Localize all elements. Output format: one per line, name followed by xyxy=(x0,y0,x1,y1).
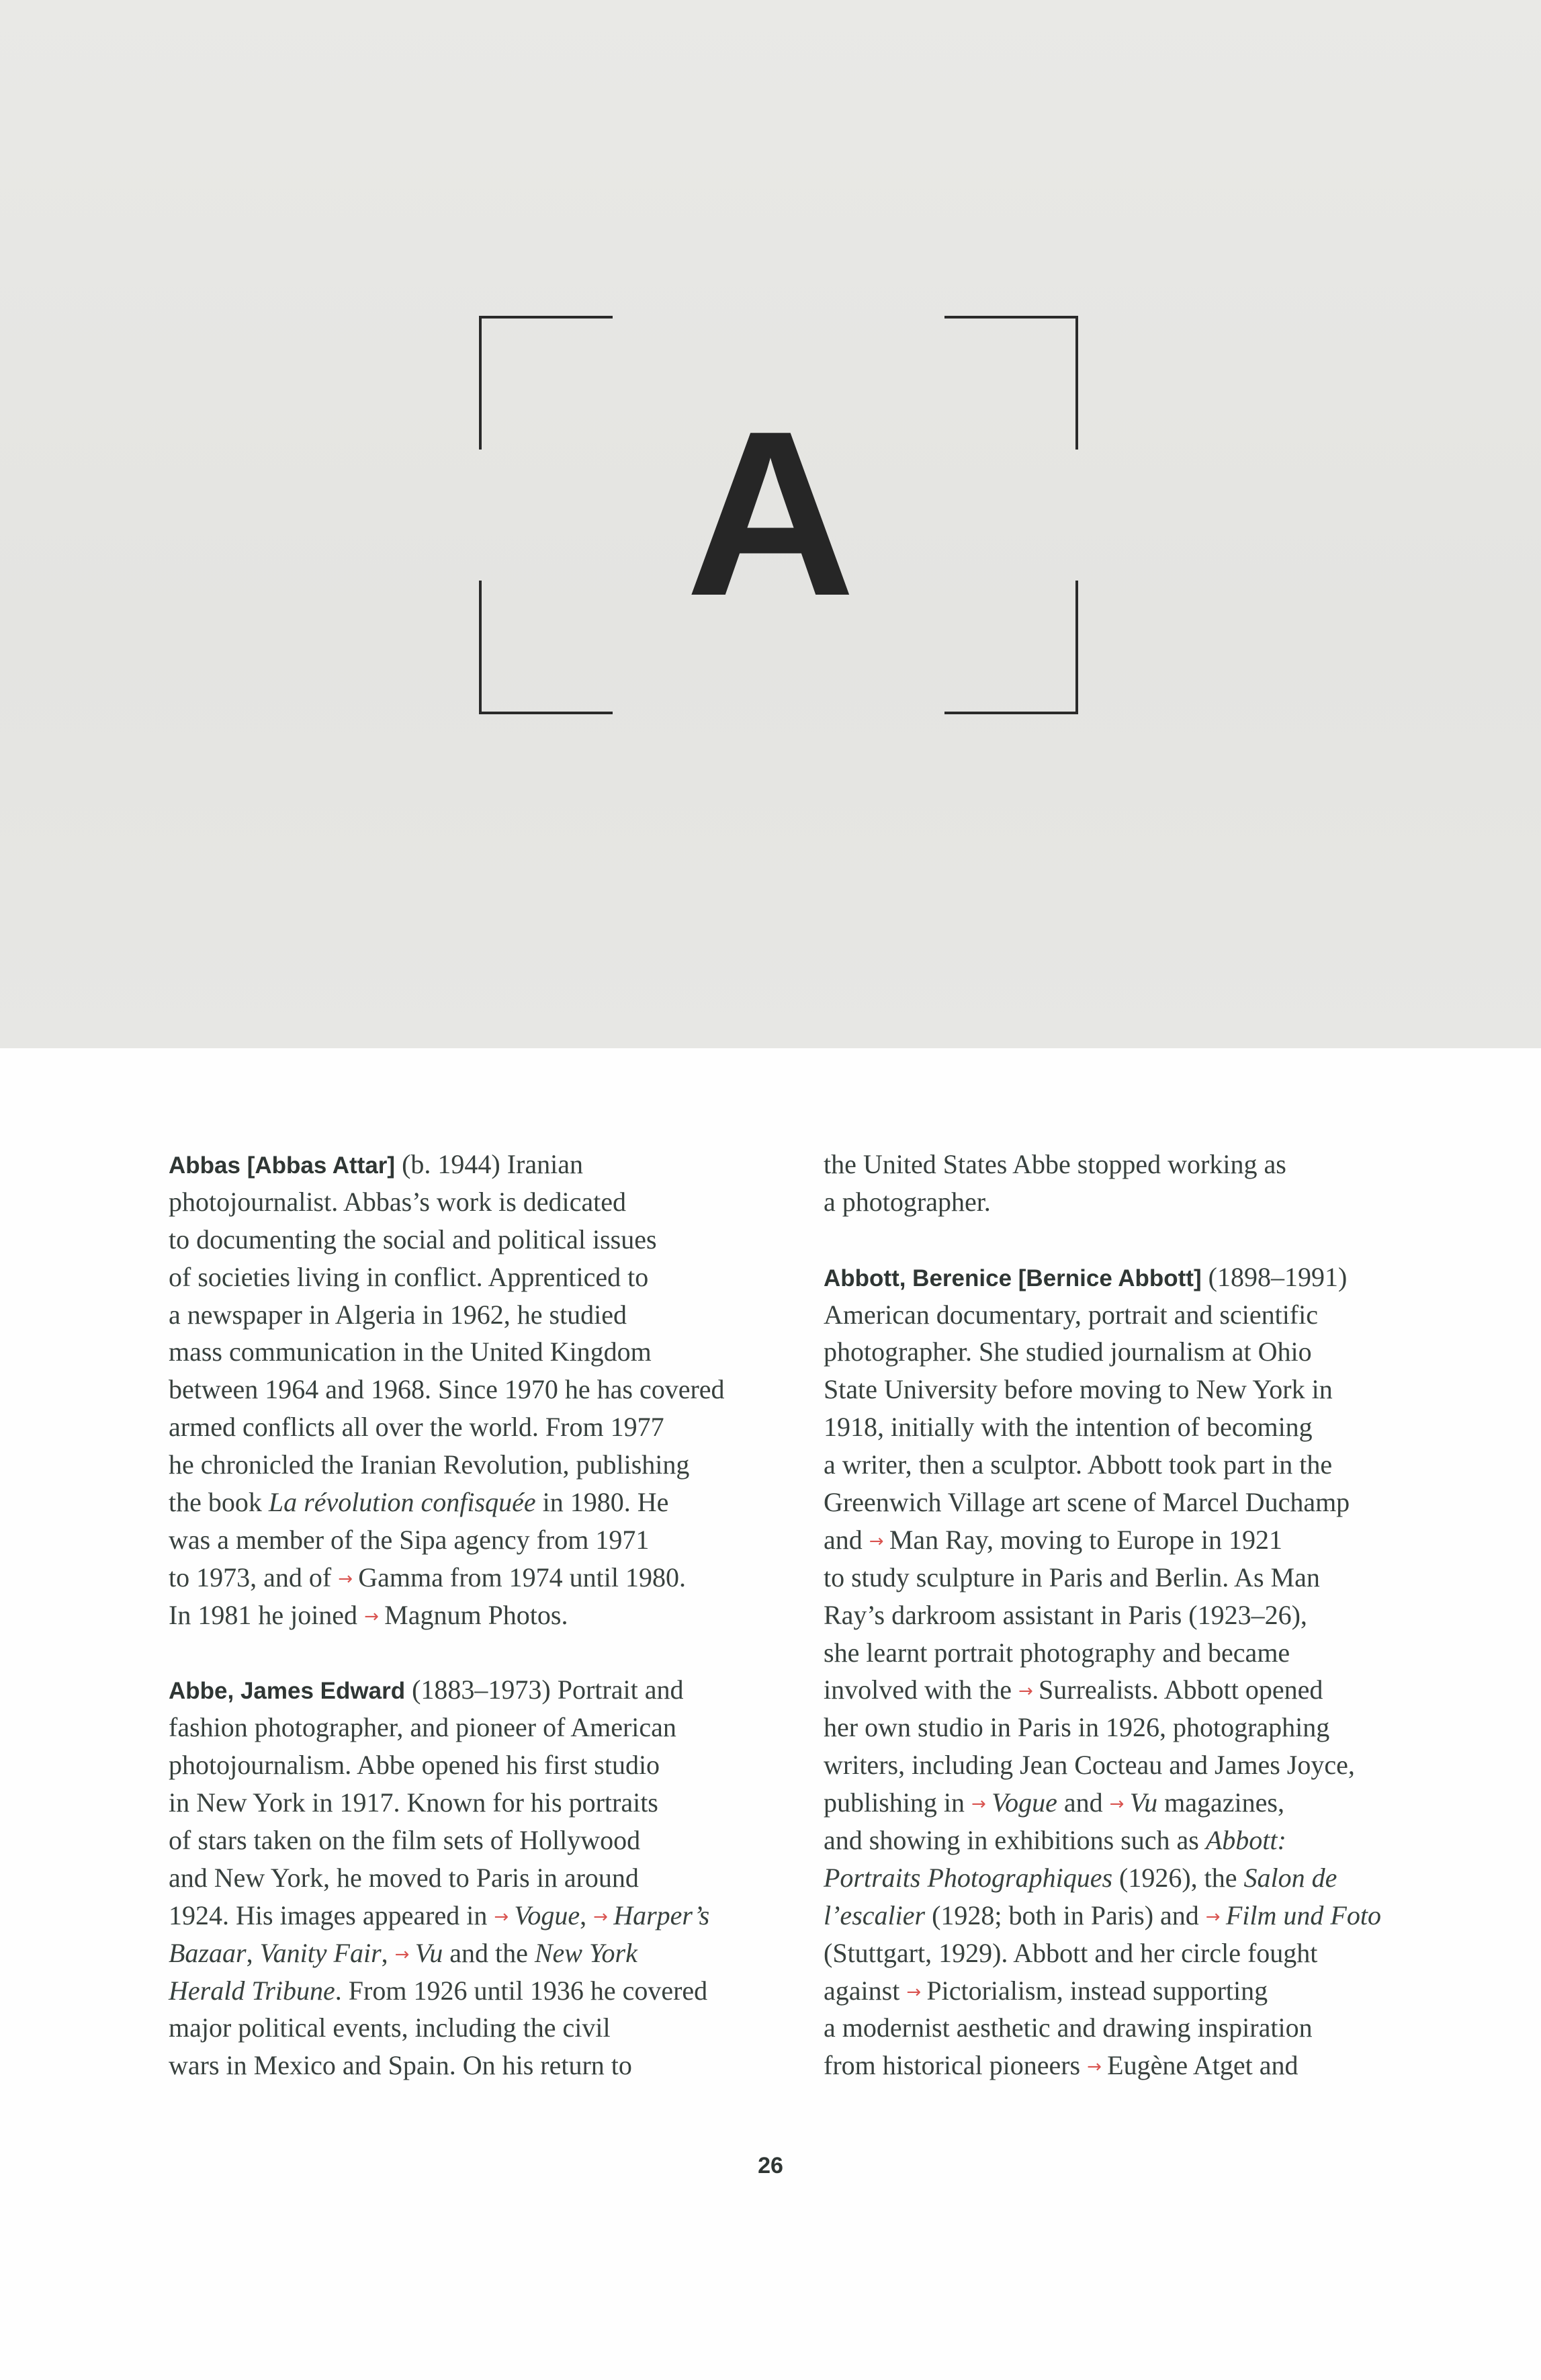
text-run: of stars taken on the film sets of Hollywood xyxy=(169,1825,641,1856)
text-line xyxy=(824,1784,1381,1822)
text-line xyxy=(824,1183,1381,1221)
paragraph-gap xyxy=(824,1221,1381,1259)
text-line xyxy=(169,1521,725,1559)
paragraph-gap xyxy=(169,1634,725,1672)
text-run: a photographer. xyxy=(824,1186,991,1217)
text-run: in New York in 1917. Known for his portraits xyxy=(169,1787,658,1818)
italic-title: Vanity Fair xyxy=(259,1937,382,1968)
text-line xyxy=(824,1597,1381,1634)
text-run: and xyxy=(824,1524,869,1555)
cross-reference-link[interactable]: → Harper’s xyxy=(593,1900,709,1930)
text-run: photojournalist. Abbas’s work is dedicated xyxy=(169,1186,627,1217)
text-line xyxy=(169,2047,725,2084)
text-run: the United States Abbe stopped working as xyxy=(824,1149,1286,1179)
italic-title: Portraits Photographiques xyxy=(824,1862,1113,1893)
text-run: (1883–1973) Portrait and xyxy=(405,1674,684,1705)
text-line xyxy=(169,1333,725,1371)
text-run: to documenting the social and political issues xyxy=(169,1224,657,1255)
text-run: involved with the xyxy=(824,1674,1018,1705)
entry-headword: Abbott, Berenice [Bernice Abbott] xyxy=(824,1265,1202,1291)
text-line xyxy=(824,2009,1381,2047)
text-run: of societies living in conflict. Apprenticed to xyxy=(169,1261,649,1292)
text-run: to 1973, and of xyxy=(169,1562,339,1592)
text-line xyxy=(824,1671,1381,1709)
text-run: was a member of the Sipa agency from 1971 xyxy=(169,1524,650,1555)
text-run: Greenwich Village art scene of Marcel Duchamp xyxy=(824,1487,1350,1518)
cross-reference-link[interactable]: → Gamma xyxy=(338,1562,443,1592)
text-line xyxy=(824,2047,1381,2084)
text-run: Ray’s darkroom assistant in Paris (1923–26), xyxy=(824,1599,1307,1630)
text-run: in 1980. He xyxy=(535,1487,669,1518)
entry-headword: Abbe, James Edward xyxy=(169,1678,406,1705)
cross-reference-link[interactable]: → Vu xyxy=(1110,1787,1158,1818)
text-line xyxy=(169,1935,725,1972)
text-run: photojournalism. Abbe opened his first studio xyxy=(169,1750,660,1781)
text-run: (1898–1991) xyxy=(1201,1261,1348,1292)
section-letter: A xyxy=(685,382,856,645)
text-run: she learnt portrait photography and became xyxy=(824,1637,1290,1668)
text-run: , instead supporting xyxy=(1056,1975,1268,2006)
text-run: a newspaper in Algeria in 1962, he studied xyxy=(169,1299,627,1330)
text-line xyxy=(824,1859,1381,1897)
text-run: In 1981 he joined xyxy=(169,1599,365,1630)
left-column xyxy=(169,1146,725,2084)
text-line xyxy=(824,1559,1381,1597)
text-run: (1926), the xyxy=(1112,1862,1244,1893)
text-line xyxy=(169,1671,725,1709)
text-line xyxy=(169,1972,725,2010)
text-line xyxy=(824,1408,1381,1446)
text-line xyxy=(824,1972,1381,2010)
text-line xyxy=(169,1446,725,1484)
text-run: against xyxy=(824,1975,907,2006)
text-line xyxy=(169,1183,725,1221)
text-line xyxy=(824,1521,1381,1559)
text-run: wars in Mexico and Spain. On his return to xyxy=(169,2050,632,2081)
text-run: major political events, including the civil xyxy=(169,2012,611,2043)
cross-reference-link[interactable]: → Surrealists xyxy=(1018,1674,1152,1705)
text-line xyxy=(169,1146,725,1183)
text-run: and showing in exhibitions such as xyxy=(824,1825,1206,1856)
cross-reference-link[interactable]: → Film und Foto xyxy=(1206,1900,1381,1930)
text-run: (Stuttgart, 1929). Abbott and her circle fought xyxy=(824,1937,1318,1968)
text-run: , moving to Europe in 1921 xyxy=(986,1524,1282,1555)
text-run: and xyxy=(1057,1787,1110,1818)
cross-reference-link[interactable]: → Magnum Photos. xyxy=(364,1600,568,1630)
cross-reference-link[interactable]: → Eugène Atget and xyxy=(1087,2050,1298,2080)
text-run: a writer, then a sculptor. Abbott took part in the xyxy=(824,1449,1333,1480)
text-line xyxy=(824,1446,1381,1484)
text-run: he chronicled the Iranian Revolution, publishing xyxy=(169,1449,690,1480)
text-line xyxy=(824,1333,1381,1371)
text-run: photographer. She studied journalism at Ohio xyxy=(824,1336,1312,1367)
text-line xyxy=(824,1146,1381,1183)
text-run: , xyxy=(381,1937,395,1968)
text-line xyxy=(169,1709,725,1746)
italic-title: Herald Tribune xyxy=(169,1975,335,2006)
text-run: and the xyxy=(443,1937,535,1968)
italic-title: l’escalier xyxy=(824,1900,926,1930)
text-run: mass communication in the United Kingdom xyxy=(169,1336,652,1367)
text-run: , xyxy=(246,1937,260,1968)
text-line xyxy=(169,1408,725,1446)
text-run: to study sculpture in Paris and Berlin. As Man xyxy=(824,1562,1320,1592)
text-line xyxy=(169,1822,725,1859)
text-run: writers, including Jean Cocteau and James Joyce, xyxy=(824,1750,1355,1781)
section-banner xyxy=(0,0,1541,1048)
text-line xyxy=(824,1484,1381,1521)
text-line xyxy=(169,1784,725,1822)
text-run: publishing in xyxy=(824,1787,972,1818)
italic-title: Bazaar xyxy=(169,1937,247,1968)
text-line xyxy=(169,1597,725,1634)
text-run: , xyxy=(580,1900,594,1930)
cross-reference-link[interactable]: → Pictorialism xyxy=(906,1975,1056,2006)
text-line xyxy=(169,1897,725,1935)
text-line xyxy=(824,1371,1381,1408)
text-line xyxy=(169,1746,725,1784)
text-run: her own studio in Paris in 1926, photographing xyxy=(824,1712,1330,1743)
page-number: 26 xyxy=(758,2153,783,2178)
text-run: 1924. His images appeared in xyxy=(169,1900,494,1930)
text-line xyxy=(824,1259,1381,1296)
text-run: armed conflicts all over the world. From 1977 xyxy=(169,1412,664,1443)
text-run: American documentary, portrait and scientific xyxy=(824,1299,1318,1330)
cross-reference-link[interactable]: → Vogue xyxy=(971,1787,1057,1818)
text-line xyxy=(169,1296,725,1334)
text-line xyxy=(169,1484,725,1521)
text-line xyxy=(169,2009,725,2047)
text-line xyxy=(169,1371,725,1408)
text-line xyxy=(824,1935,1381,1972)
text-line xyxy=(169,1221,725,1259)
cross-reference-link[interactable]: → Vogue xyxy=(494,1900,580,1930)
text-run: (1928; both in Paris) and xyxy=(925,1900,1206,1930)
cross-reference-link[interactable]: → Vu xyxy=(395,1938,443,1968)
text-run: from 1974 until 1980. xyxy=(443,1562,686,1592)
text-line xyxy=(824,1709,1381,1746)
italic-title: La révolution confisquée xyxy=(268,1487,536,1518)
text-run: between 1964 and 1968. Since 1970 he has covered xyxy=(169,1374,725,1405)
italic-title: Abbott: xyxy=(1205,1825,1286,1856)
text-line xyxy=(824,1822,1381,1859)
text-run: . Abbott opened xyxy=(1151,1674,1323,1705)
text-run: (b. 1944) Iranian xyxy=(395,1149,583,1179)
text-run: a modernist aesthetic and drawing inspiration xyxy=(824,2012,1313,2043)
text-line xyxy=(169,1859,725,1897)
text-line xyxy=(824,1296,1381,1334)
text-run: the book xyxy=(169,1487,269,1518)
text-line xyxy=(169,1559,725,1597)
cross-reference-link[interactable]: → Man Ray xyxy=(869,1525,987,1555)
text-run: 1918, initially with the intention of becoming xyxy=(824,1412,1313,1443)
text-run: State University before moving to New York in xyxy=(824,1374,1333,1405)
entry-headword: Abbas [Abbas Attar] xyxy=(169,1152,396,1179)
text-run: and New York, he moved to Paris in around xyxy=(169,1862,639,1893)
text-line xyxy=(824,1746,1381,1784)
italic-title: New York xyxy=(534,1937,637,1968)
text-line xyxy=(824,1897,1381,1935)
text-run: magazines, xyxy=(1157,1787,1284,1818)
text-run: fashion photographer, and pioneer of American xyxy=(169,1712,676,1743)
right-column xyxy=(824,1146,1381,2084)
text-run: . From 1926 until 1936 he covered xyxy=(335,1975,708,2006)
text-line xyxy=(824,1634,1381,1672)
text-line xyxy=(169,1259,725,1296)
italic-title: Salon de xyxy=(1243,1862,1337,1893)
text-run: from historical pioneers xyxy=(824,2050,1088,2081)
